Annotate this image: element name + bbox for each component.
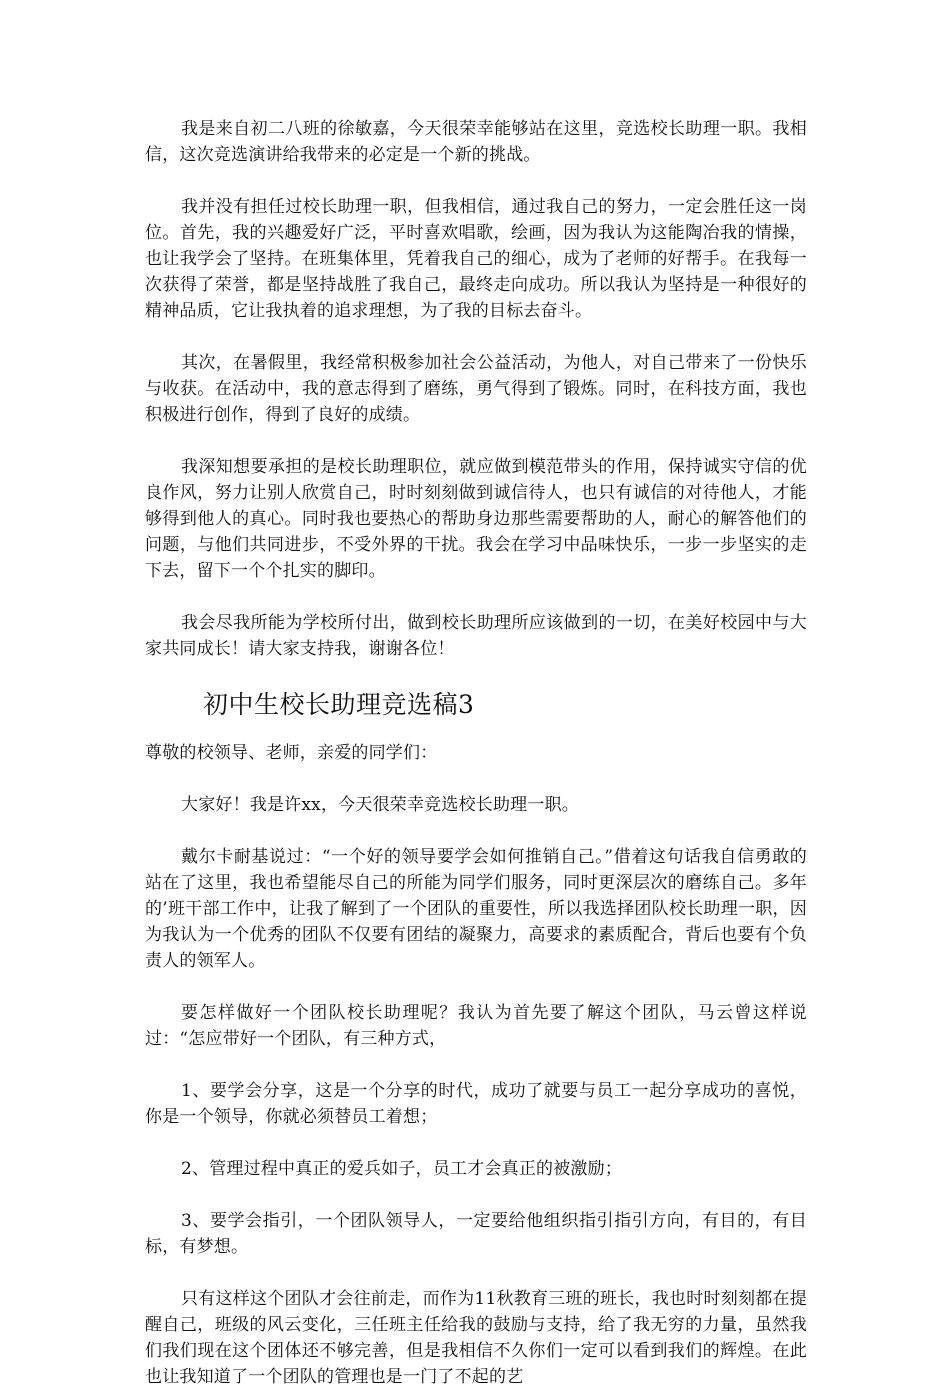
salutation: 尊敬的校领导、老师，亲爱的同学们： <box>145 743 438 763</box>
paragraph: 戴尔卡耐基说过：“一个好的领导要学会如何推销自己。”借着这句话我自信勇敢的站在了这里，我也希望能尽自己的所能为同学们服务，同时更深层次的磨练自己。多年的’班干部工作中，让我了解到了一个团队的重要性，所以我选择团队校长助理一职，因为我认为一个优秀的团队不仅要有团结的凝聚力，高要求的素质配合，背后也要有个负责人的领军人。 <box>145 847 807 971</box>
paragraph: 我是来自初二八班的徐敏嘉，今天很荣幸能够站在这里，竞选校长助理一职。我相信，这次竞选演讲给我带来的必定是一个新的挑战。 <box>145 119 807 165</box>
document-page <box>145 116 807 1390</box>
paragraph: 2、管理过程中真正的爱兵如子，员工才会真正的被激励； <box>181 1159 623 1179</box>
section-title: 初中生校长助理竞选稿3 <box>203 690 475 719</box>
paragraph: 其次，在暑假里，我经常积极参加社会公益活动，为他人，对自己带来了一份快乐与收获。在活动中，我的意志得到了磨练，勇气得到了锻炼。同时，在科技方面，我也积极进行创作，得到了良好的成绩。 <box>145 353 807 425</box>
paragraph: 我并没有担任过校长助理一职，但我相信，通过我自己的努力，一定会胜任这一岗位。首先，我的兴趣爱好广泛，平时喜欢唱歌，绘画，因为我认为这能陶冶我的情操，也让我学会了坚持。在班集体里，凭着我自己的细心，成为了老师的好帮手。在我每一次获得了荣誉，都是坚持战胜了我自己，最终走向成功。所以我认为坚持是一种很好的精神品质，它让我执着的追求理想，为了我的目标去奋斗。 <box>145 197 807 321</box>
paragraph: 3、要学会指引，一个团队领导人，一定要给他组织指引指引方向，有目的，有目标，有梦想。 <box>145 1211 807 1257</box>
paragraph: 1、要学会分享，这是一个分享的时代，成功了就要与员工一起分享成功的喜悦，你是一个领导，你就必须替员工着想； <box>145 1081 807 1127</box>
paragraph: 我深知想要承担的是校长助理职位，就应做到模范带头的作用，保持诚实守信的优良作风，努力让别人欣赏自己，时时刻刻做到诚信待人，也只有诚信的对待他人，才能够得到他人的真心。同时我也要热心的帮助身边那些需要帮助的人，耐心的解答他们的问题，与他们共同进步，不受外界的干扰。我会在学习中品味快乐，一步一步坚实的走下去，留下一个个扎实的脚印。 <box>145 457 807 581</box>
paragraph: 只有这样这个团队才会往前走，而作为11秋教育三班的班长，我也时时刻刻都在提醒自己，班级的风云变化，三任班主任给我的鼓励与支持，给了我无穷的力量，虽然我们我们现在这个团体还不够完善，但是我相信不久你们一定可以看到我们的辉煌。在此也让我知道了一个团队的管理也是一门了不起的艺 <box>145 1289 807 1387</box>
paragraph: 要怎样做好一个团队校长助理呢？我认为首先要了解这个团队，马云曾这样说过：“怎应带好一个团队，有三种方式， <box>145 1003 807 1049</box>
paragraph: 大家好！我是许xx，今天很荣幸竞选校长助理一职。 <box>181 795 579 815</box>
paragraph: 我会尽我所能为学校所付出，做到校长助理所应该做到的一切，在美好校园中与大家共同成长！请大家支持我，谢谢各位！ <box>145 613 807 659</box>
